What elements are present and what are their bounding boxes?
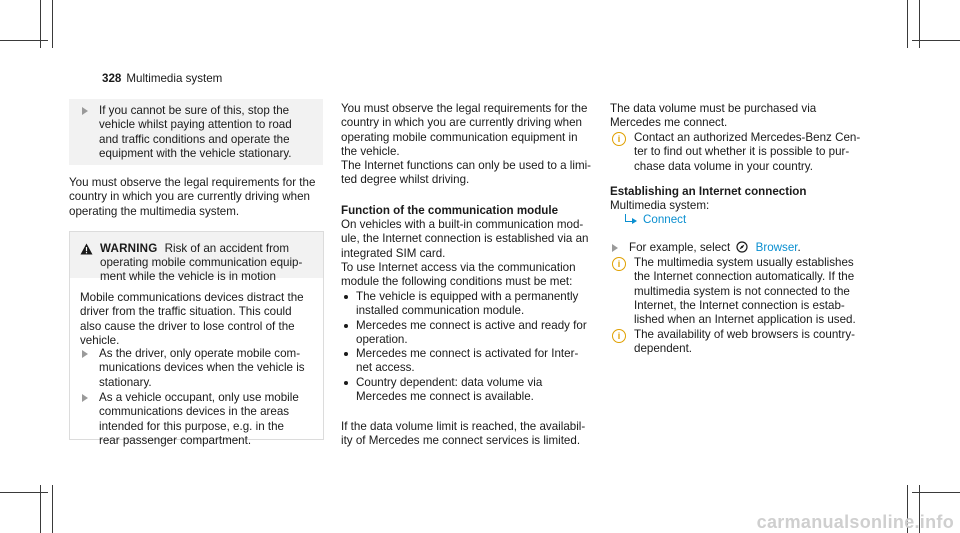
warning-bullet-occupant <box>82 391 318 448</box>
conditions-list <box>341 290 601 404</box>
step-prefix: For example, select <box>629 241 731 254</box>
internet-connection-heading: Establishing an Internet connection <box>610 185 807 198</box>
bullet-text: As the driver, only operate mobile com- munications devices when the vehicle is stationary. <box>99 347 305 389</box>
warning-title-line <box>100 242 320 256</box>
crop-mark <box>0 40 48 41</box>
info-note-contact <box>612 131 880 174</box>
communication-module-paragraph: On vehicles with a built-in communication mod- ule, the Internet connection is established via an integrated SIM card. To use Internet access via the communication module the following conditions must be met: <box>341 218 589 289</box>
condition-item: Mercedes me connect is activated for Inter- net access. <box>341 347 601 376</box>
watermark: carmanualsonline.info <box>756 511 954 532</box>
menu-arrow-icon <box>623 214 637 224</box>
info-note-browser-availability <box>612 328 880 357</box>
crop-mark <box>912 40 960 41</box>
info-note-auto-connect <box>612 256 880 327</box>
condition-item: Mercedes me connect is active and ready for operation. <box>341 319 601 348</box>
step-text <box>629 241 801 255</box>
condition-item: The vehicle is equipped with a permanently installed communication module. <box>341 290 601 319</box>
step-select-browser <box>612 241 880 255</box>
info-text: The multimedia system usually establishes the Internet connection automatically. If the multimedia system is not connected to the Internet, the Internet connection is estab- lished when an Internet application is used. <box>634 256 856 327</box>
crop-mark <box>52 485 53 533</box>
warning-lead: Risk of an accident from <box>164 242 290 255</box>
warning-body: Mobile communications devices distract the driver from the traffic situation. This could also cause the driver to lose control of the vehicle. <box>80 291 304 347</box>
crop-mark <box>52 0 53 48</box>
bullet-arrow-icon <box>82 394 88 402</box>
bullet-arrow-icon <box>612 244 618 252</box>
bullet-text: If you cannot be sure of this, stop the vehicle whilst paying attention to road and traffic conditions and operate the equipment with the vehicle stationary. <box>99 104 292 160</box>
menu-path-label: Multimedia system: <box>610 199 710 212</box>
info-icon: i <box>612 257 626 271</box>
data-volume-paragraph: The data volume must be purchased via Mercedes me connect. <box>610 102 817 130</box>
warning-title: WARNING <box>100 242 158 255</box>
warning-subtitle: operating mobile communication equip- ment while the vehicle is in motion <box>100 256 303 284</box>
crop-mark <box>907 0 908 48</box>
step-suffix: . <box>797 241 801 254</box>
browser-icon <box>736 241 748 253</box>
page-header <box>102 72 222 86</box>
legal-requirements-paragraph: You must observe the legal requirements for the country in which you are currently driving when operating the multimedia system. <box>69 176 316 218</box>
connect-menu-link[interactable]: Connect <box>643 213 687 226</box>
communication-module-heading: Function of the communication module <box>341 204 559 217</box>
warning-bullet-driver <box>82 347 318 390</box>
info-icon: i <box>612 132 626 146</box>
internet-legal-paragraph: You must observe the legal requirements for the country in which you are currently driving when operating mobile communication equipment in the vehicle. The Internet functions can only be used to a limi- ted degree whilst driving. <box>341 102 592 187</box>
info-text: Contact an authorized Mercedes-Benz Cen- ter to find out whether it is possible to pur- chase data volume in your country. <box>634 131 861 173</box>
browser-menu-link[interactable]: Browser <box>755 241 798 254</box>
bullet-arrow-icon <box>82 350 88 358</box>
info-icon: i <box>612 329 626 343</box>
crop-mark <box>0 492 48 493</box>
bullet-arrow-icon <box>82 107 88 115</box>
continued-bullet <box>82 104 318 161</box>
condition-item: Country dependent: data volume via Mercedes me connect is available. <box>341 376 601 405</box>
data-limit-paragraph: If the data volume limit is reached, the availabil- ity of Mercedes me connect services is limited. <box>341 420 586 448</box>
warning-triangle-icon <box>80 243 93 255</box>
crop-mark <box>912 492 960 493</box>
menu-path-item[interactable] <box>623 213 823 227</box>
bullet-text: As a vehicle occupant, only use mobile communications devices in the areas intended for this purpose, e.g. in the rear passenger compartment. <box>99 391 299 447</box>
info-text: The availability of web browsers is country- dependent. <box>634 328 856 356</box>
page-number: 328 <box>102 72 122 85</box>
section-title: Multimedia system <box>126 72 223 85</box>
